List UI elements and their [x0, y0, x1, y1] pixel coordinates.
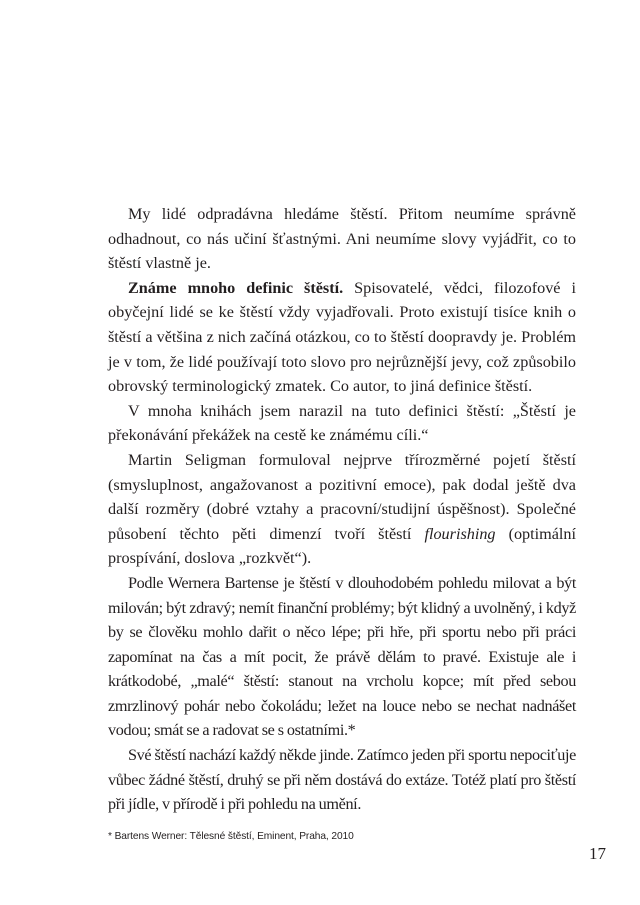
paragraph-1-text: My lidé odpradávna hledáme štěstí. Přitom neumíme správně odhadnout, co nás učiní šťastnými. Ani neumíme slovy vyjádřit, co to štěstí vlastně je. [108, 205, 576, 273]
paragraph-5-text: Podle Wernera Bartense je štěstí v dlouhodobém pohledu milovat a být milován; být zdravý; nemít finanční problémy; být klidný a uvolněný, i když by se člověku mohlo dařit o něco lépe; při hře, při sportu nebo při práci zapomínat na čas a mít pocit, že právě dělám to pravé. Existuje ale i krátkodobé, „malé“ štěstí: stanout na vrcholu kopce; mít před sebou zmrzlinový pohár nebo čokoládu; ležet na louce nebo se nechat nadnášet vodou; smát se a radovat se s ostatními.* [108, 573, 576, 740]
paragraph-6 [108, 743, 576, 817]
paragraph-3-text: V mnoha knihách jsem narazil na tuto definici štěstí: „Štěstí je překonávání překážek na cestě ke známému cíli.“ [108, 401, 576, 445]
paragraph-2-lead: Známe mnoho definic štěstí. [128, 278, 344, 297]
paragraph-2 [108, 276, 576, 399]
page-number: 17 [589, 844, 606, 863]
paragraph-1 [108, 202, 576, 276]
paragraph-2-text: Spisovatelé, vědci, filozofové i obyčejní lidé se ke štěstí vždy vyjadřovali. Proto existují tisíce knih o štěstí a většina z nich začíná otázkou, co to štěstí doopravdy je. Problém je v tom, že lidé používají toto slovo pro nejrůznější jevy, což způsobilo obrovský terminologický zmatek. Co autor, to jiná definice štěstí. [108, 278, 577, 396]
paragraph-4-italic: flourishing [424, 524, 496, 543]
paragraph-6-text: Své štěstí nachází každý někde jinde. Zatímco jeden při sportu nepociťuje vůbec žádné štěstí, druhý se při něm dostává do extáze. Totéž platí pro štěstí při jídle, v přírodě i při pohledu na umění. [108, 746, 576, 814]
paragraph-4-text-before: Martin Seligman formuloval nejprve třírozměrné pojetí štěstí (smysluplnost, angažovanost a pozitivní emoce), pak dodal ještě dva další rozměry (dobré vztahy a pracovní/studijní úspěšnost). Společné působení těchto pěti dimenzí tvoří štěstí [108, 450, 576, 543]
paragraph-5 [108, 571, 576, 743]
paragraph-4 [108, 448, 576, 571]
footnote: * Bartens Werner: Tělesné štěstí, Eminent, Praha, 2010 [108, 831, 354, 842]
paragraph-3 [108, 399, 576, 448]
body-text [108, 202, 576, 817]
paragraph-4-text-after: (optimální prospívání, doslova „rozkvět“). [108, 524, 576, 568]
